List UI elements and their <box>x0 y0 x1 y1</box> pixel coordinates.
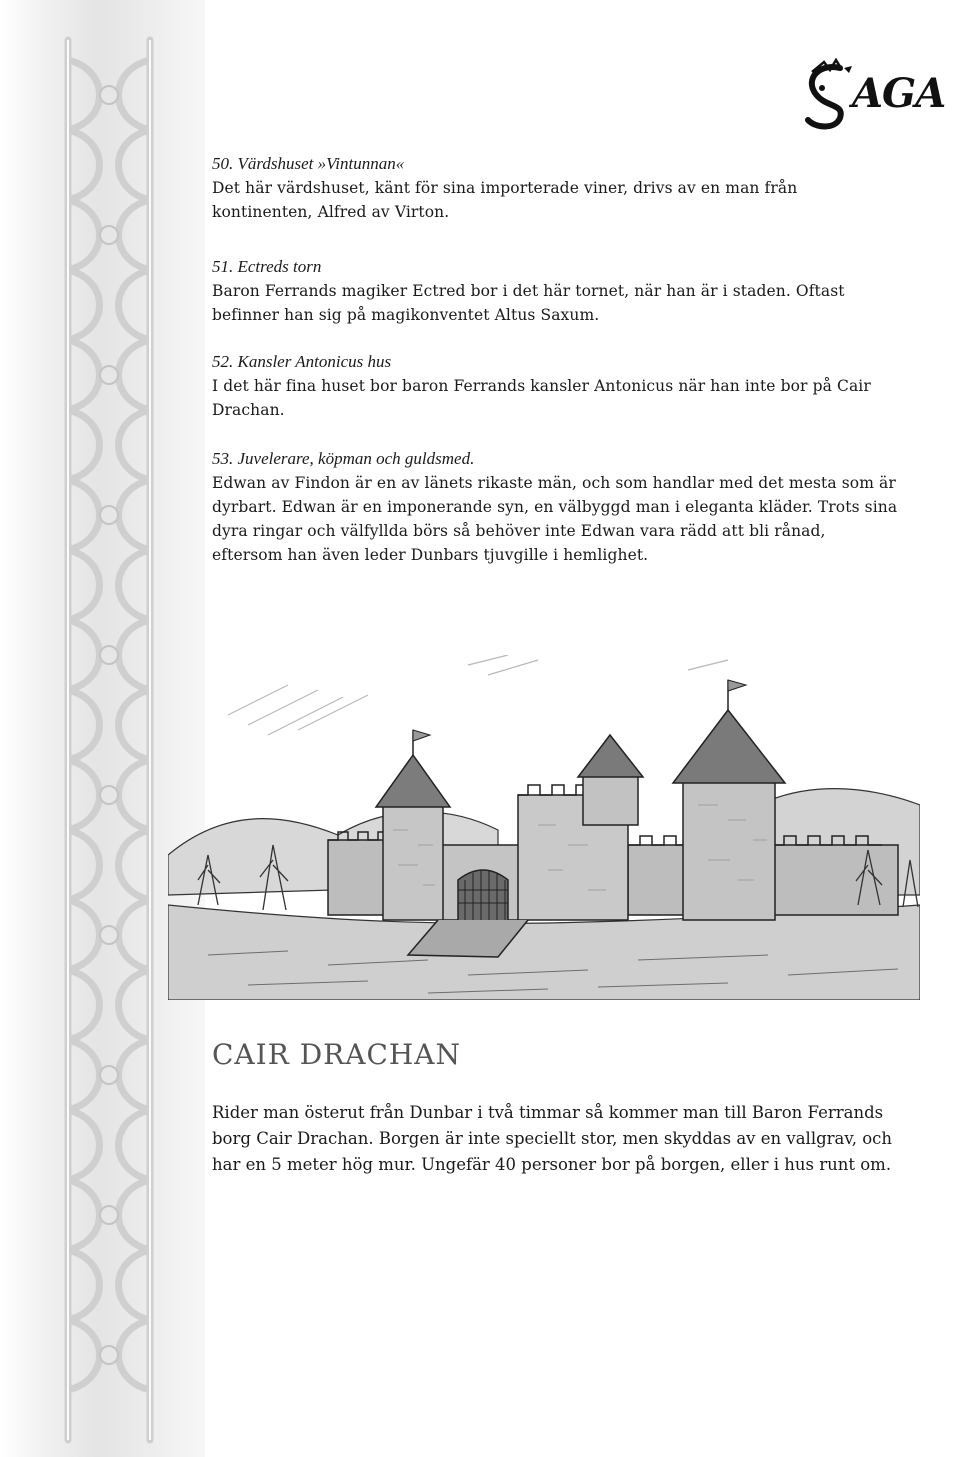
entry-body: I det här fina huset bor baron Ferrands kansler Antonicus när han inte bor på Cair Drachan. <box>212 377 871 419</box>
entry-title: 50. Värdshuset »Vintunnan« <box>212 154 405 173</box>
entry-52 <box>212 350 900 422</box>
section-body: Rider man österut från Dunbar i två timmar så kommer man till Baron Ferrands borg Cair Drachan. Borgen är inte speciellt stor, men skyddas av en vallgrav, och har en 5 meter hög mur. Ungefär 40 personer bor på borgen, eller i hus runt om. <box>212 1103 893 1174</box>
castle-illustration <box>168 655 920 1000</box>
castle-illustration-icon <box>168 655 920 1000</box>
entry-51 <box>212 255 900 327</box>
entry-body: Edwan av Findon är en av länets rikaste män, och som handlar med det mesta som är dyrbart. Edwan är en imponerande syn, en välbyggd man i eleganta kläder. Trots sina dyra ringar och välfyllda börs så behöver inte Edwan vara rädd att bli rånad, eftersom han även leder Dunbars tjuvgille i hemlighet. <box>212 474 898 564</box>
entry-body: Det här värdshuset, känt för sina importerade viner, drivs av en man från kontinenten, Alfred av Virton. <box>212 179 798 221</box>
entry-title: 52. Kansler Antonicus hus <box>212 352 392 371</box>
entry-53 <box>212 447 900 567</box>
entry-title: 51. Ectreds torn <box>212 257 322 276</box>
section-title: CAIR DRACHAN <box>212 1038 462 1071</box>
logo-text: AGA <box>852 70 946 117</box>
entry-50 <box>212 152 900 224</box>
entry-title: 53. Juvelerare, köpman och guldsmed. <box>212 449 475 468</box>
entry-body: Baron Ferrands magiker Ectred bor i det här tornet, när han är i staden. Oftast befinner han sig på magikonventet Altus Saxum. <box>212 282 845 324</box>
dragon-saga-logo-icon <box>800 58 860 133</box>
